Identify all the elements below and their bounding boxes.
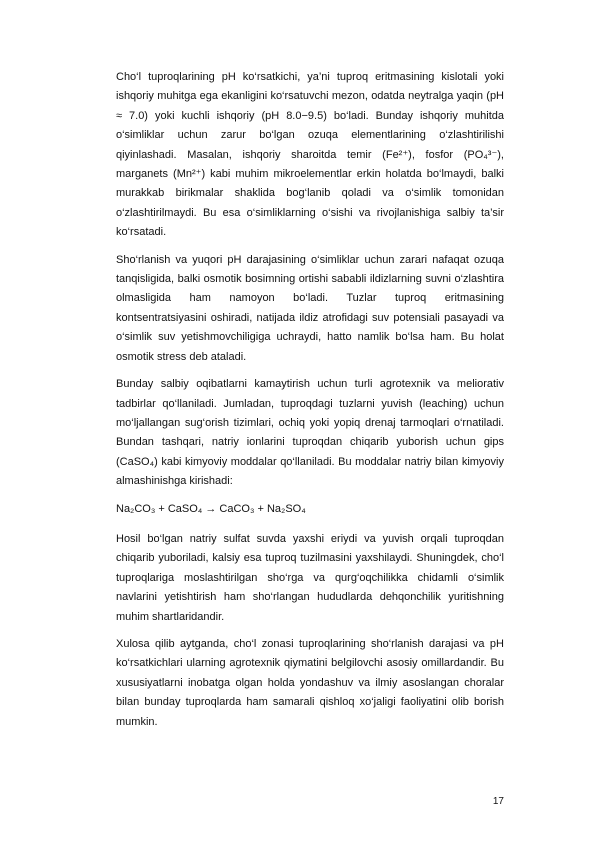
chemical-equation: Na₂CO₃ + CaSO₄ → CaCO₃ + Na₂SO₄ bbox=[116, 502, 306, 515]
page-body bbox=[116, 68, 504, 740]
paragraph-sodium-sulfate: Hosil bo‘lgan natriy sulfat suvda yaxshi eriydi va yuvish orqali tuproqdan chiqarib yuboriladi, kalsiy esa tuproq tuzilmasini yaxshilaydi. Shuningdek, cho‘l tuproqlariga moslashtirilgan sho‘rga va qurg‘oqchilikka chidamli o‘simlik navlarini yetishtirish ham sho‘rlangan hududlarda dehqonchilik yuritishning muhim shartlaridandir. bbox=[116, 532, 504, 623]
paragraph-melioration: Bunday salbiy oqibatlarni kamaytirish uchun turli agrotexnik va meliorativ tadbirlar qo‘llaniladi. Jumladan, tuproqdagi tuzlarni yuvish (leaching) uchun mo‘ljallangan sug‘orish tizimlari, ochiq yoki yopiq drenaj tarmoqlari o‘rnatiladi. Bundan tashqari, natriy ionlarini tuproqdan chiqarib yuborish uchun gips (CaSO₄) kabi kimyoviy moddalar qo‘llaniladi. Bu moddalar natriy bilan kimyoviy almashinishga kirishadi: bbox=[116, 378, 504, 488]
page-number: 17 bbox=[492, 796, 504, 807]
paragraph-conclusion: Xulosa qilib aytganda, cho‘l zonasi tuproqlarining sho‘rlanish darajasi va pH ko‘rsatkichlari ularning agrotexnik qiymatini belgilovchi asosiy omillardandir. Bu xususiyatlarni inobatga olgan holda yondashuv va ilmiy asoslangan choralar bilan bunday tuproqlarda ham samarali qishloq xo‘jaligi faoliyatini olib borish mumkin. bbox=[116, 637, 504, 728]
paragraph-ph-alkalinity: Cho‘l tuproqlarining pH ko‘rsatkichi, ya’ni tuproq eritmasining kislotali yoki ishqoriy muhitga ega ekanligini ko‘rsatuvchi mezon, odatda neytralga yaqin (pH ≈ 7.0) yoki kuchli ishqoriy (pH 8.0−9.5) bo‘ladi. Bunday ishqoriy muhitda o‘simliklar uchun zarur bo‘lgan ozuqa elementlarining o‘zlashtirilishi qiyinlashadi. Masalan, ishqoriy sharoitda temir (Fe²⁺), fosfor (PO₄³⁻), marganets (Mn²⁺) kabi muhim mikroelementlar erkin holatda bo‘lmaydi, balki murakkab birikmalar shaklida bog‘lanib qoladi va o‘simlik tomonidan o‘zlashtirilmaydi. Bu esa o‘simliklarning o‘sishi va rivojlanishiga salbiy ta’sir ko‘rsatadi. bbox=[116, 71, 504, 239]
paragraph-osmotic-stress: Sho‘rlanish va yuqori pH darajasining o‘simliklar uchun zarari nafaqat ozuqa tanqisligida, balki osmotik bosimning ortishi sababli ildizlarning suvni o‘zlashtira olmasligida ham namoyon bo‘ladi. Tuzlar tuproq eritmasining kontsentratsiyasini oshiradi, natijada ildiz atrofidagi suv potensiali pasayadi va o‘simlik suv yetishmovchiligiga uchraydi, hatto namlik bo‘lsa ham. Bu holat osmotik stress deb ataladi. bbox=[116, 253, 504, 363]
